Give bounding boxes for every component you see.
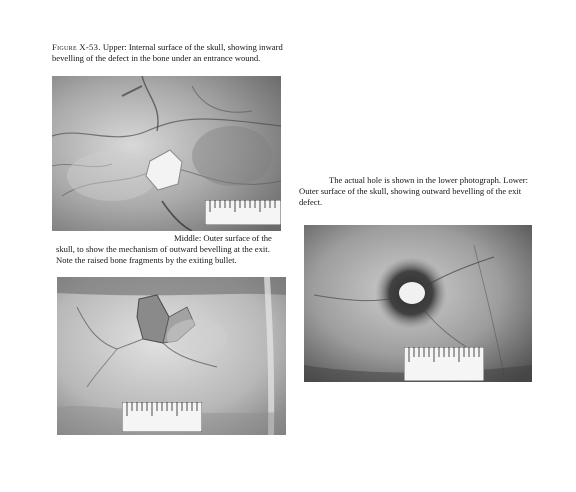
- middle-caption: Middle: Outer surface of the skull, to show the mechanism of outward bevelling at the exit. Note the raised bone fragments by the exiting bullet.: [56, 233, 272, 265]
- upper-caption-text: Upper: Internal surface of the skull, showing inward bevelling of the defect in the bone under an entrance wound.: [52, 42, 283, 63]
- upper-photo: [52, 76, 281, 231]
- scale-ruler-middle: [122, 402, 202, 432]
- scale-ruler-lower: [404, 347, 484, 381]
- lower-photo: [304, 225, 532, 382]
- scale-ruler-upper: [205, 200, 281, 225]
- upper-caption: [52, 42, 288, 64]
- figure-label: Figure X-53.: [52, 42, 101, 52]
- middle-photo: [57, 277, 286, 435]
- lower-caption: The actual hole is shown in the lower photograph. Lower: Outer surface of the skull, showing outward bevelling of the exit defect.: [299, 175, 529, 207]
- exit-defect: [399, 282, 425, 304]
